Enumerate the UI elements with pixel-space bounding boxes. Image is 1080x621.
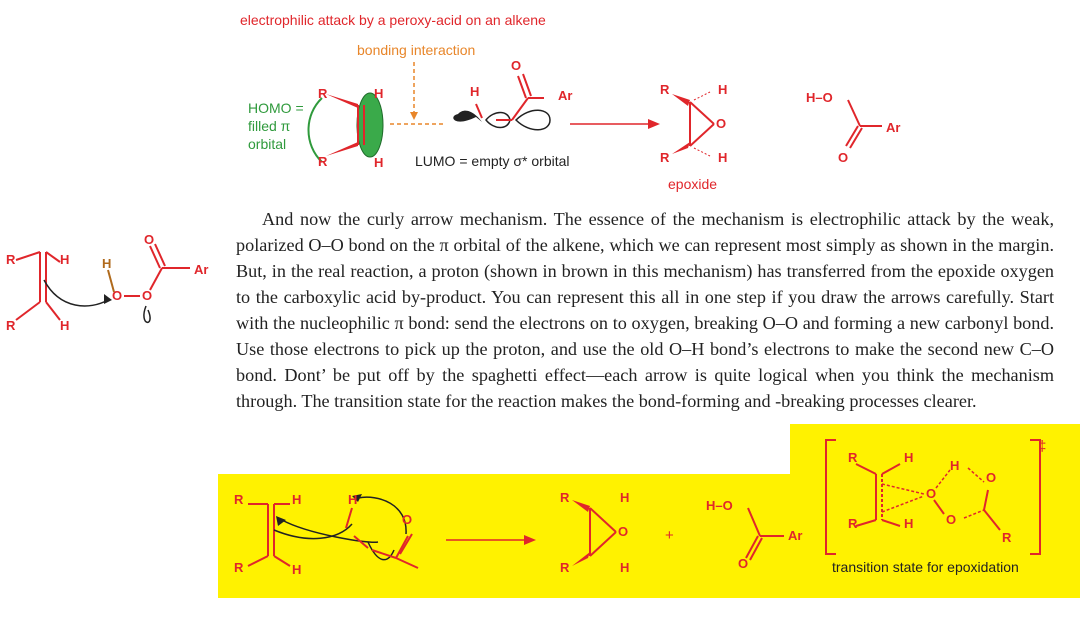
atom-r: R [6,252,16,267]
atom-r: R [660,82,670,97]
atom-o: O [402,512,413,527]
atom-r: R [234,492,244,507]
atom-r: R [848,450,858,465]
atom-r: R [6,318,16,333]
bonding-interaction-label: bonding interaction [357,42,476,58]
atom-h: H [292,492,302,507]
atom-o: O [926,486,937,501]
atom-ho: H–O [706,498,733,513]
body-paragraph: And now the curly arrow mechanism. The essence of the mechanism is electrophilic attack by the weak, polarized O–O bond on the π orbital of the alkene, which we can represent most simply as shown in the margin. But, in the real reaction, a proton (shown in brown in this mechanism) has transferred from the epoxide oxygen to the carboxylic acid by-product. You can represent this all in one step if you draw the arrows carefully. Start with the nucleophilic π bond: send the electrons on to oxygen, breaking O–O and forming a new carbonyl bond. Use those electrons to pick up the proton, and use the old O–H bond’s electrons to make the second new C–O bond. Dont’ be put off by the spaghetti effect—each arrow is quite logical when you think the mechanism through. The transition state for the reaction makes the bond-forming and -breaking processes clearer. [236,209,1054,411]
atom-r: R [318,154,328,169]
scheme-title: electrophilic attack by a peroxy-acid on an alkene [240,12,546,28]
epoxide-label: epoxide [668,176,718,192]
bottom-mechanism-reactants [228,484,438,584]
atom-ar: Ar [788,528,803,543]
reaction-arrow-bottom [446,534,536,546]
atom-h: H [374,86,384,101]
atom-h: H [348,492,358,507]
plus-sign: + [665,527,674,544]
atom-r: R [318,86,328,101]
atom-r: R [1002,530,1012,545]
atom-ar: Ar [886,120,901,135]
atom-h: H [60,252,70,267]
transition-state-label: transition state for epoxidation [832,559,1019,575]
atom-r: R [560,490,570,505]
atom-o: O [838,150,849,165]
atom-r: R [560,560,570,575]
atom-o: O [511,58,522,73]
atom-h: H [718,82,728,97]
atom-h: H [620,490,630,505]
atom-h: H [904,516,914,531]
atom-h: H [470,84,480,99]
atom-h: H [620,560,630,575]
atom-h: H [292,562,302,577]
atom-h: H [950,458,960,473]
atom-o: O [716,116,727,131]
atom-ho: H–O [806,90,833,105]
atom-o: O [738,556,749,571]
double-dagger: ‡ [1038,438,1047,455]
atom-o: O [946,512,957,527]
atom-h: H [374,155,384,170]
atom-o: O [142,288,153,303]
atom-o: O [112,288,123,303]
atom-ar: Ar [558,88,573,103]
atom-o: O [618,524,629,539]
homo-label: HOMO = filled π orbital [248,100,304,152]
atom-h: H [904,450,914,465]
atom-h: H [718,150,728,165]
sigma-star-orbital-diagram [446,62,576,142]
reaction-arrow [570,118,660,130]
atom-r: R [234,560,244,575]
atom-ar: Ar [194,262,209,277]
atom-r: R [660,150,670,165]
atom-h: H [60,318,70,333]
atom-o: O [144,232,155,247]
atom-h-proton: H [102,256,112,271]
pi-orbital-lobe [357,93,383,157]
margin-mechanism [0,230,210,340]
atom-r: R [848,516,858,531]
lumo-label: LUMO = empty σ* orbital [415,153,570,169]
atom-o: O [986,470,997,485]
